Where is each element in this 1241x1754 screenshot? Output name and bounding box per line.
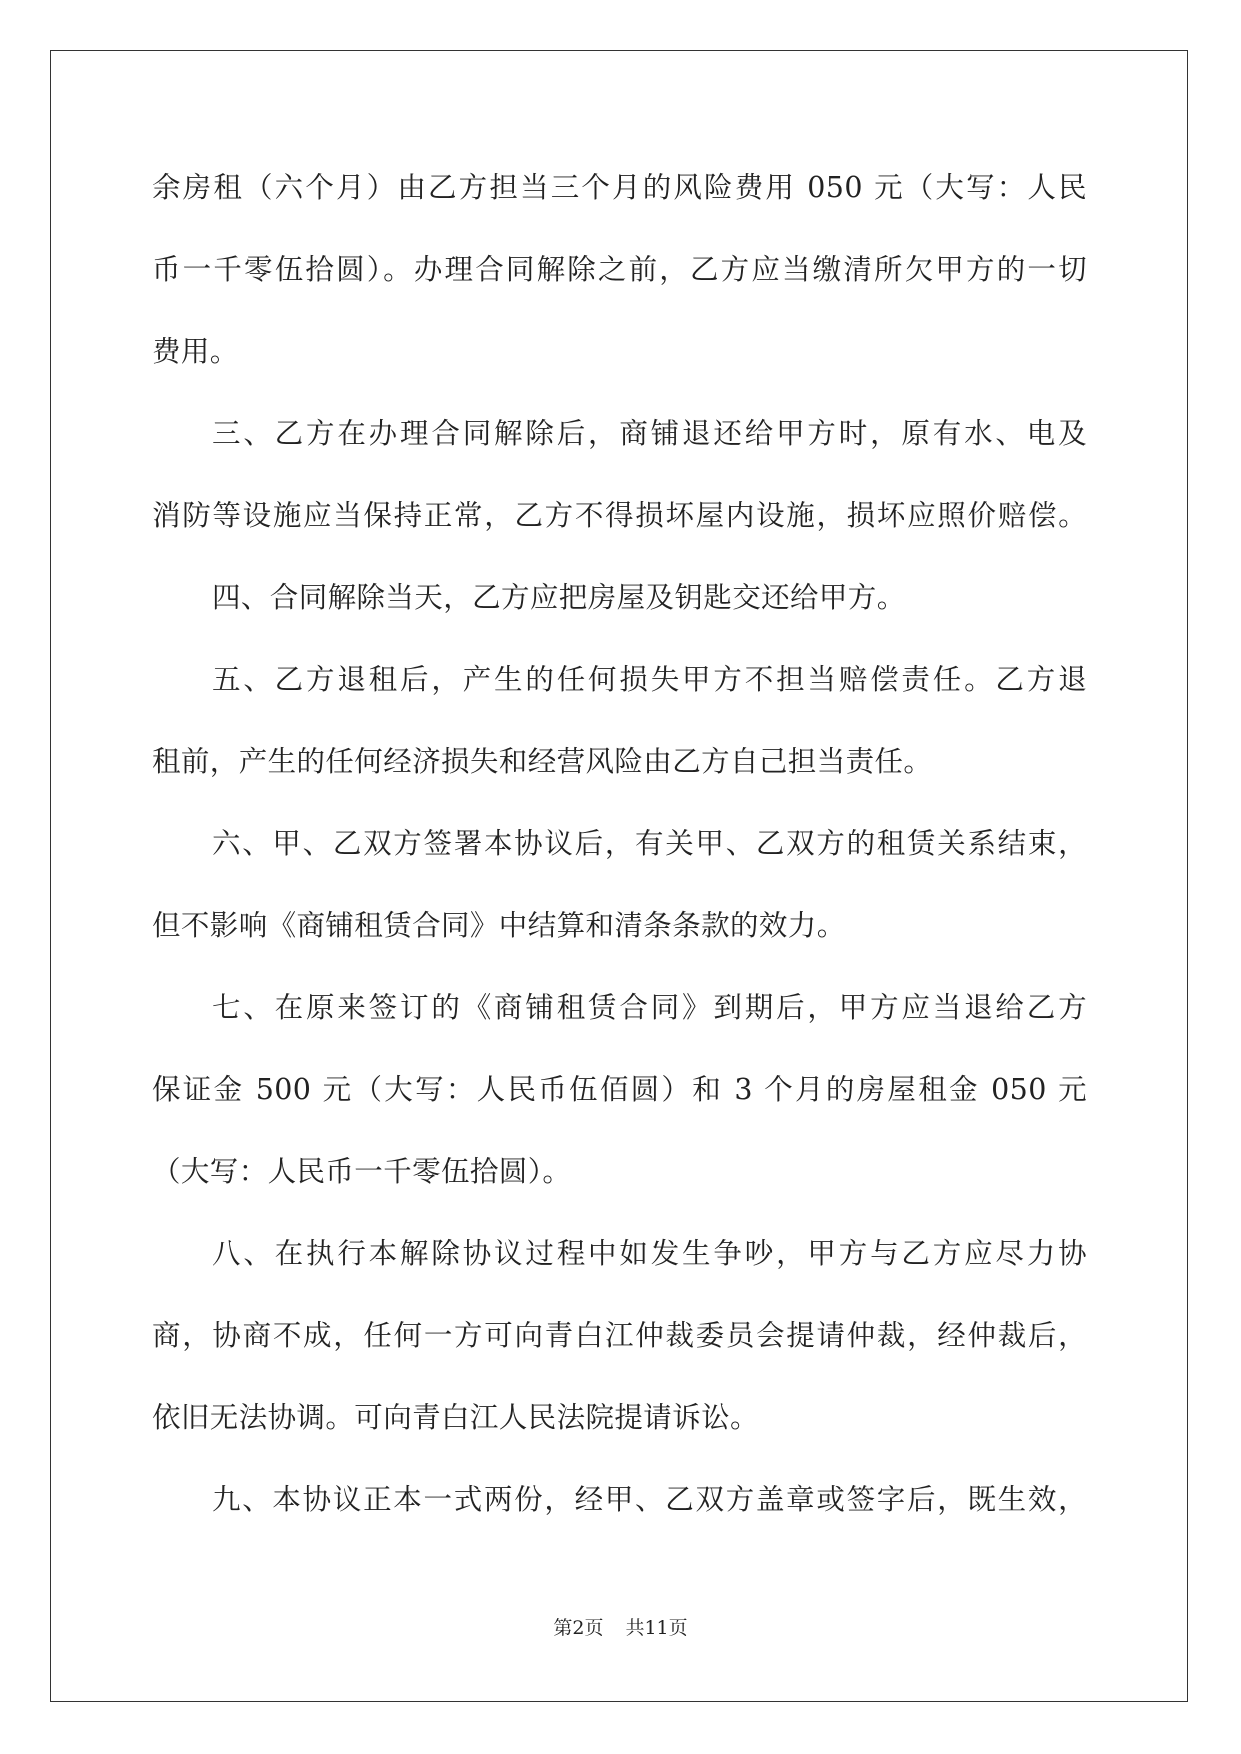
text-line: 币一千零伍拾圆）。办理合同解除之前，乙方应当缴清所欠甲方的一切	[152, 253, 1087, 286]
paragraph-start: 三、乙方在办理合同解除后，商铺退还给甲方时，原有水、电及	[212, 417, 1087, 450]
text-line: 费用。	[152, 335, 239, 368]
page-total: 共11页	[625, 1617, 688, 1639]
text-line: 商，协商不成，任何一方可向青白江仲裁委员会提请仲裁，经仲裁后，	[152, 1319, 1087, 1352]
text-line: 租前，产生的任何经济损失和经营风险由乙方自己担当责任。	[152, 745, 933, 778]
paragraph-start: 九、本协议正本一式两份，经甲、乙双方盖章或签字后，既生效，	[212, 1483, 1087, 1516]
page-footer	[0, 1616, 1241, 1640]
page-border	[50, 50, 1188, 1702]
page-number: 第2页	[553, 1617, 604, 1639]
paragraph-start: 五、乙方退租后，产生的任何损失甲方不担当赔偿责任。乙方退	[212, 663, 1087, 696]
paragraph-start: 四、合同解除当天，乙方应把房屋及钥匙交还给甲方。	[212, 581, 906, 614]
text-line: 保证金 500 元（大写：人民币伍佰圆）和 3 个月的房屋租金 050 元	[152, 1073, 1087, 1106]
text-line: 余房租（六个月）由乙方担当三个月的风险费用 050 元（大写：人民	[152, 171, 1087, 204]
paragraph-start: 六、甲、乙双方签署本协议后，有关甲、乙双方的租赁关系结束，	[212, 827, 1087, 860]
text-line: 但不影响《商铺租赁合同》中结算和清条条款的效力。	[152, 909, 846, 942]
paragraph-start: 七、在原来签订的《商铺租赁合同》到期后，甲方应当退给乙方	[212, 991, 1087, 1024]
text-line: 消防等设施应当保持正常，乙方不得损坏屋内设施，损坏应照价赔偿。	[152, 499, 1087, 532]
paragraph-start: 八、在执行本解除协议过程中如发生争吵，甲方与乙方应尽力协	[212, 1237, 1087, 1270]
text-line: （大写：人民币一千零伍拾圆）。	[152, 1155, 572, 1188]
text-line: 依旧无法协调。可向青白江人民法院提请诉讼。	[152, 1401, 759, 1434]
